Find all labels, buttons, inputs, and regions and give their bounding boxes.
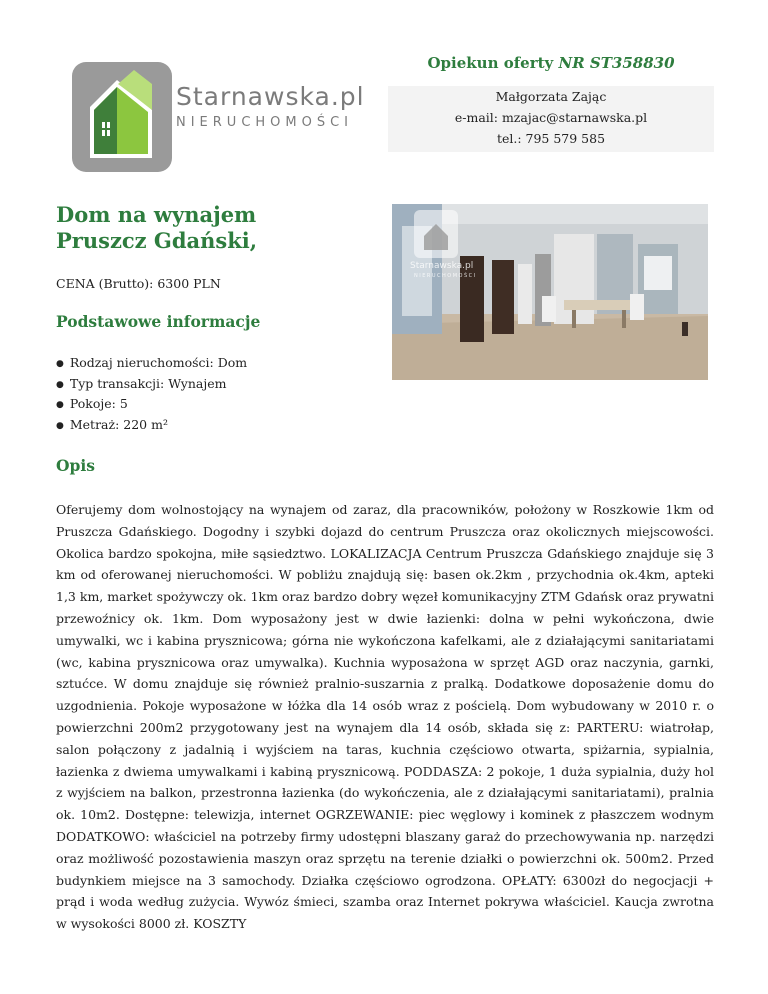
list-item: ● Typ transakcji: Wynajem [56, 375, 247, 396]
list-item: ● Metraż: 220 m² [56, 416, 247, 437]
offer-title-line2: Pruszcz Gdański, [56, 228, 258, 253]
list-item: ● Rodzaj nieruchomości: Dom [56, 354, 247, 375]
house-icon [72, 62, 172, 172]
offer-title-line1: Dom na wynajem [56, 202, 257, 227]
photo-watermark-name: Starnawska.pl [410, 261, 474, 271]
basic-info-heading: Podstawowe informacje [56, 312, 261, 331]
description-text: Oferujemy dom wolnostojący na wynajem od zaraz, dla pracowników, położony w Roszkowie 1km od Pruszcza Gdańskiego. Dogodny i szybki dojazd do centrum Pruszcza oraz okolicznych miejscowości. Okolica bardzo spokojna, miłe sąsiedztwo. LOKALIZACJA Centrum Pruszcza Gdańskiego znajduje się 3 km od oferowanej nieruchomości. W pobliżu znajdują się: basen ok.2km , przychodnia ok.4km, apteki 1,3 km, market spożywczy ok. 1km oraz bardzo dobry węzeł komunikacyjny ZTM Gdańsk oraz prywatni przewoźnicy ok. 1km. Dom wyposażony jest w dwie łazienki: dolna w pełni wykończona, dwie umywalki, wc i kabina prysznicowa; górna nie wykończona kafelkami, ale z działającymi sanitariatami (wc, kabina prysznicowa oraz umywalka). Kuchnia wyposażona w sprzęt AGD oraz naczynia, garnki, sztućce. W domu znajduje się również pralnio-suszarnia z pralką. Dodatkowe doposażenie domu do uzgodnienia. Pokoje wyposażone w łóżka dla 14 osób wraz z pościelą. Dom wybudowany w 2010 r. o powierzchni 200m2 przygotowany jest na wynajem dla 14 osób, składa się z: PARTERU: wiatrołap, salon połączony z jadalnią i wyjściem na taras, kuchnia częściowo otwarta, spiżarnia, sypialnia, łazienka z dwiema umywalkami i kabiną prysznicową. PODDASZA: 2 pokoje, 1 duża sypialnia, duży hol z wyjściem na balkon, przestronna łazienka (do wykończenia, ale z działającymi sanitariatami), pralnia ok. 10m2. Dostępne: telewizja, internet OGRZEWANIE: piec węglowy i kominek z płaszczem wodnym DODATKOWO: właściciel na potrzeby firmy udostępni blaszany garaż do przechowywania np. narzędzi oraz możliwość pozostawienia maszyn oraz sprzętu na terenie działki o powierzchni ok. 500m2. Przed budynkiem miejsce na 3 samochody. Działka częściowo ogrodzona. OPŁATY: 6300zł do negocjacji + prąd i woda według zużycia. Wywóz śmieci, szamba oraz Internet pokrywa właściciel. Kaucja zwrotna w wysokości 8000 zł. KOSZTY [56, 502, 714, 932]
agent-contact-box [388, 86, 714, 152]
basic-info-list [56, 354, 247, 436]
property-photo [392, 204, 708, 380]
offer-title [56, 202, 257, 254]
photo-watermark-sub: NIERUCHOMOŚCI [414, 273, 477, 279]
logo-name: Starnawska.pl [176, 82, 365, 111]
agent-name: Małgorzata Zając [495, 89, 607, 104]
offer-price: CENA (Brutto): 6300 PLN [56, 276, 221, 291]
description-heading: Opis [56, 456, 95, 475]
agent-phone[interactable]: tel.: 795 579 585 [496, 131, 606, 146]
agent-title [388, 54, 714, 72]
logo-subtitle: NIERUCHOMOŚCI [176, 115, 354, 130]
agent-email[interactable]: e-mail: mzajac@starnawska.pl [454, 110, 648, 125]
offer-number: NR ST358830 [558, 54, 675, 72]
list-item: ● Pokoje: 5 [56, 395, 247, 416]
company-logo [72, 62, 365, 182]
agent-title-prefix: Opiekun oferty [427, 54, 554, 72]
